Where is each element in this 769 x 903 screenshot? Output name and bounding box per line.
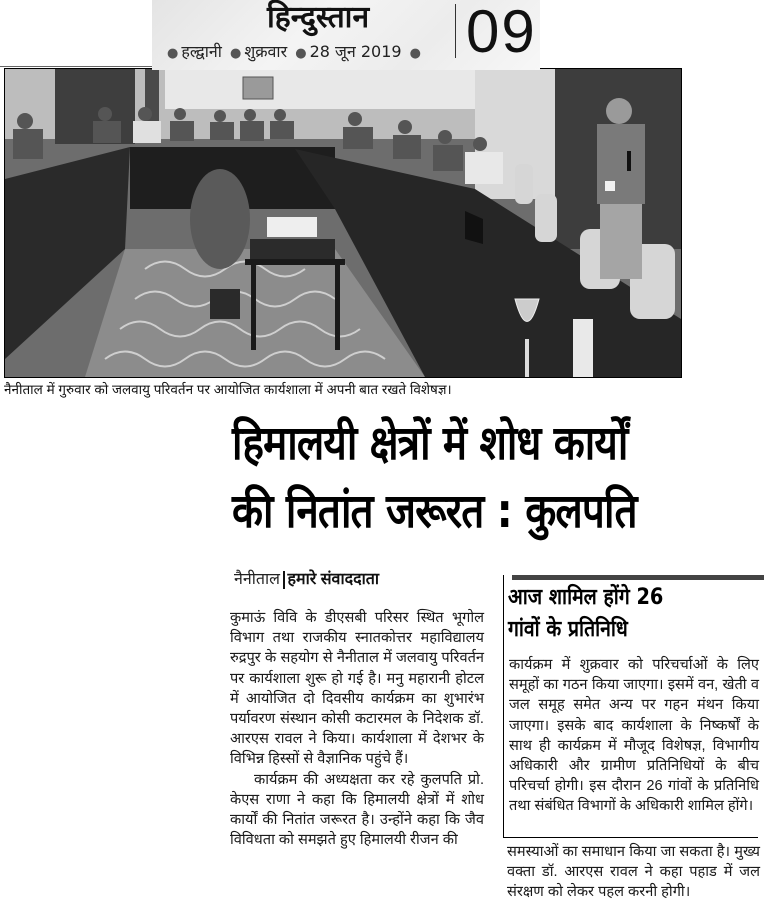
masthead xyxy=(152,0,540,70)
article-body xyxy=(230,608,484,850)
bullet-icon: ● xyxy=(295,46,307,61)
sidebar-title-line-1: आज शामिल होंगे 26 xyxy=(508,585,664,610)
masthead-rule xyxy=(0,66,152,67)
byline xyxy=(234,567,379,589)
bullet-icon: ● xyxy=(230,46,242,61)
dateline-day: शुक्रवार xyxy=(244,42,288,61)
dateline-city: हल्द्वानी xyxy=(181,42,222,61)
photo-painting xyxy=(243,77,273,99)
photo-wall-panel xyxy=(165,69,475,109)
sidebar-title xyxy=(508,582,763,646)
sidebar-box xyxy=(503,575,758,838)
dateline-date: 28 जून 2019 xyxy=(309,42,402,61)
headline-line-1: हिमालयी क्षेत्रों में शोध कार्यों xyxy=(232,416,628,471)
article-continuation xyxy=(507,842,760,903)
masthead-divider xyxy=(455,4,456,58)
bullet-icon: ● xyxy=(167,46,179,61)
photo-caption: नैनीताल में गुरुवार को जलवायु परिवर्तन पर आयोजित कार्यशाला में अपनी बात रखते विशेषज्ञ। xyxy=(4,382,452,397)
newspaper-name: हिन्दुस्तान xyxy=(267,0,370,35)
photo-vase xyxy=(573,319,593,377)
article-paragraph: कुमाऊं विवि के डीएसबी परिसर स्थित भूगोल विभाग तथा राजकीय स्नातकोत्तर महाविद्यालय रुद्रपुर के सहयोग से नैनीताल में जलवायु परिवर्तन पर कार्यशाला शुरू हो गई है। मनु महारानी होटल में आयोजित दो दिवसीय कार्यक्रम का शुभारंभ पर्यावरण संस्थान कोसी कटारमल के निदेशक डॉ. आरएस रावल ने किया। कार्यशाला में देशभर के विभिन्न हिस्सों से वैज्ञानिक पहुंचे हैं। xyxy=(230,610,484,768)
byline-place: नैनीताल xyxy=(234,571,281,588)
article-paragraph: कार्यक्रम की अध्यक्षता कर रहे कुलपति प्रो. केएस राणा ने कहा कि हिमालयी क्षेत्रों में शोध कार्यों की नितांत जरूरत है। उन्होंने कहा कि जैव विविधता को समझते हुए हिमालयी रीजन की xyxy=(230,771,484,849)
sidebar-title-line-2: गांवों के प्रतिनिधि xyxy=(508,617,628,642)
photo-speaker xyxy=(597,98,645,279)
page-number: 09 xyxy=(466,0,537,65)
headline xyxy=(232,410,767,546)
byline-divider xyxy=(283,571,285,589)
byline-reporter: हमारे संवाददाता xyxy=(287,571,379,588)
article-paragraph: समस्याओं का समाधान किया जा सकता है। मुख्य वक्ता डॉ. आरएस रावल ने कहा पहाड में जल संरक्षण को लेकर पहल करनी होगी। xyxy=(507,844,760,901)
workshop-photo-illustration xyxy=(5,69,681,377)
dateline xyxy=(164,40,424,66)
sidebar-top-bar xyxy=(512,575,764,580)
news-photo xyxy=(4,68,682,378)
sidebar-text: कार्यक्रम में शुक्रवार को परिचर्चाओं के लिए समूहों का गठन किया जाएगा। इसमें वन, खेती व जल समूह समेत अन्य पर गहन मंथन किया जाएगा। इसके बाद कार्यशाला के निष्कर्षों के साथ ही कार्यक्रम में मौजूद विशेषज्ञ, विभागीय अधिकारी और ग्रामीण प्रतिनिधियों के बीच परिचर्चा होगी। इस दौरान 26 गांवों के प्रतिनिधि तथा संबंधित विभागों के अधिकारी शामिल होंगे। xyxy=(509,657,759,815)
bullet-icon: ● xyxy=(409,46,422,61)
headline-line-2: की नितांत जरूरत : कुलपति xyxy=(232,484,637,539)
